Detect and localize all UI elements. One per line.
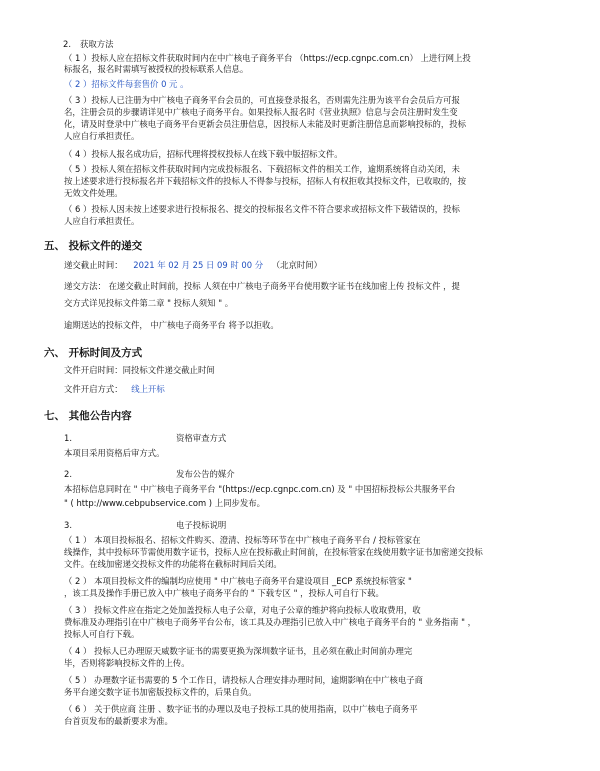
section-title: 获取方法: [80, 39, 114, 49]
paragraph-line: 化，请及时登录中广核电子商务平台更新会员注册信息，因投标人未能及时更新注册信息而影响投标的，投标: [64, 119, 466, 129]
paragraph-line: 文件开启时间：同投标文件递交截止时间: [64, 365, 215, 375]
paragraph-line: 人应自行承担责任。: [64, 131, 140, 141]
paragraph-line: （ 6 ）投标人因未按上述要求进行投标报名、提交的投标报名文件不符合要求或招标文件下载错误的，投标: [64, 204, 460, 214]
paragraph-line: （ 2 ） 本项目投标文件的编制均应使用 " 中广核电子商务平台建设项目 _ECP 系统投标管家 ": [64, 576, 412, 586]
price-text: 招标文件每套售价 0 元 。: [91, 79, 189, 89]
paragraph-line: 无效文件处理。: [64, 188, 123, 198]
paragraph-line: （ 3 ）投标人已注册为中广核电子商务平台会员的，可直接登录报名，否则需先注册为该平台会员后方可报: [64, 95, 460, 105]
paragraph-line: （ 1 ）投标人应在招标文件获取时间内在中广核电子商务平台 （https://ecp.cgnpc.com.cn） 上进行网上投: [64, 53, 471, 63]
paragraph-line: （ 3 ） 投标文件应在指定之处加盖投标人电子公章，对电子公章的维护将向投标人收取费用，收: [64, 605, 421, 615]
section-number: 2.: [63, 39, 71, 49]
paragraph-line: 本项目采用资格后审方式。: [64, 448, 165, 458]
section-heading: 七、 其他公告内容: [44, 410, 132, 422]
item-title: 资格审查方式: [176, 433, 227, 443]
paragraph-line: （ 4 ） 投标人已办理原天威数字证书的需要更换为深圳数字证书，且必须在截止时间前办理完: [64, 646, 413, 656]
item-title: 电子投标说明: [176, 520, 227, 530]
deadline-value: 2021 年 02 月 25 日 09 时 00 分: [133, 260, 264, 270]
paragraph-line: " ( http://www.cebpubservice.com ) 上同步发布。: [64, 498, 265, 508]
paragraph-line: （ 5 ） 办理数字证书需要的 5 个工作日，请投标人合理安排办理时间，逾期影响在中广核电子商: [64, 675, 423, 685]
item-number: 3.: [64, 520, 72, 530]
paragraph-line: 费标准及办理指引在中广核电子商务平台公布，该工具及办理指引已放入中广核电子商务平台的 " 业务指南 " ，: [64, 617, 476, 627]
price-line: [64, 79, 188, 90]
paragraph-line: 线操作，其中投标环节需使用数字证书，投标人应在投标截止时间前，在投标管家在线使用数字证书加密递交投标: [64, 547, 483, 557]
section-heading: 六、 开标时间及方式: [44, 347, 143, 359]
paragraph-line: （ 6 ） 关于供应商 注册 、数字证书的办理以及电子投标工具的使用指南，以中广核电子商务平: [64, 704, 418, 714]
paragraph-line: 名，注册会员的步骤请详见中广核电子商务平台。如果投标人报名时《营业执照》信息与会员注册时发生变: [64, 107, 458, 117]
paragraph-line: （ 1 ） 本项目投标报名、招标文件购买、澄清、投标等环节在中广核电子商务平台 / 投标管家在: [64, 535, 421, 545]
paragraph-line: 标报名，报名时需填写被授权的投标联系人信息。: [64, 64, 249, 74]
paragraph-line: 投标人可自行下载。: [64, 629, 140, 639]
item-number: 2.: [64, 469, 72, 479]
item-title: 发布公告的媒介: [176, 469, 235, 479]
deadline-line: [64, 260, 322, 271]
paragraph-line: 务平台递交数字证书加密版投标文件的，后果自负。: [64, 687, 257, 697]
paragraph-line: （ 5 ）投标人须在招标文件获取时间内完成投标报名、下载招标文件的相关工作，逾期系统将自动关闭，未: [64, 164, 460, 174]
paragraph-line: 毕，否则将影响投标文件的上传。: [64, 658, 190, 668]
paragraph-line: 递交方法： 在递交截止时间前，投标 人须在中广核电子商务平台使用数字证书在线加密上传 投标文件 ，提: [64, 281, 460, 291]
paragraph-line: 本招标信息同时在 " 中广核电子商务平台 "(https://ecp.cgnpc.com.cn) 及 " 中国招标投标公共服务平台: [64, 484, 456, 494]
open-method-label: 文件开启方式：: [64, 384, 123, 394]
deadline-label: 递交截止时间：: [64, 260, 123, 270]
open-method-line: [64, 384, 165, 395]
open-method-value: 线上开标: [131, 384, 165, 394]
deadline-suffix: （北京时间）: [271, 260, 322, 270]
item-number: 1.: [64, 433, 72, 443]
paragraph-line: ，该工具及操作手册已放入中广核电子商务平台的 " 下载专区 " ，投标人可自行下载。: [64, 588, 384, 598]
paragraph-line: 台首页发布的最新要求为准。: [64, 716, 173, 726]
paragraph-line: 交方式详见投标文件第二章 " 投标人须知 " 。: [64, 298, 234, 308]
paragraph-line: 文件。在线加密递交投标文件的功能将在截标时间后关闭。: [64, 559, 282, 569]
section-heading: 五、 投标文件的递交: [44, 240, 143, 252]
paragraph-line: （ 4 ）投标人报名成功后，招标代理将授权投标人在线下载中版招标文件。: [64, 149, 343, 159]
price-prefix: （ 2 ）: [64, 79, 92, 89]
paragraph-line: 按上述要求进行投标报名并下载招标文件的投标人不得参与投标，招标人有权拒收其投标文件，已收取的，按: [64, 176, 466, 186]
paragraph-line: 人应自行承担责任。: [64, 216, 140, 226]
paragraph-line: 逾期送达的投标文件， 中广核电子商务平台 将予以拒收。: [64, 320, 279, 330]
